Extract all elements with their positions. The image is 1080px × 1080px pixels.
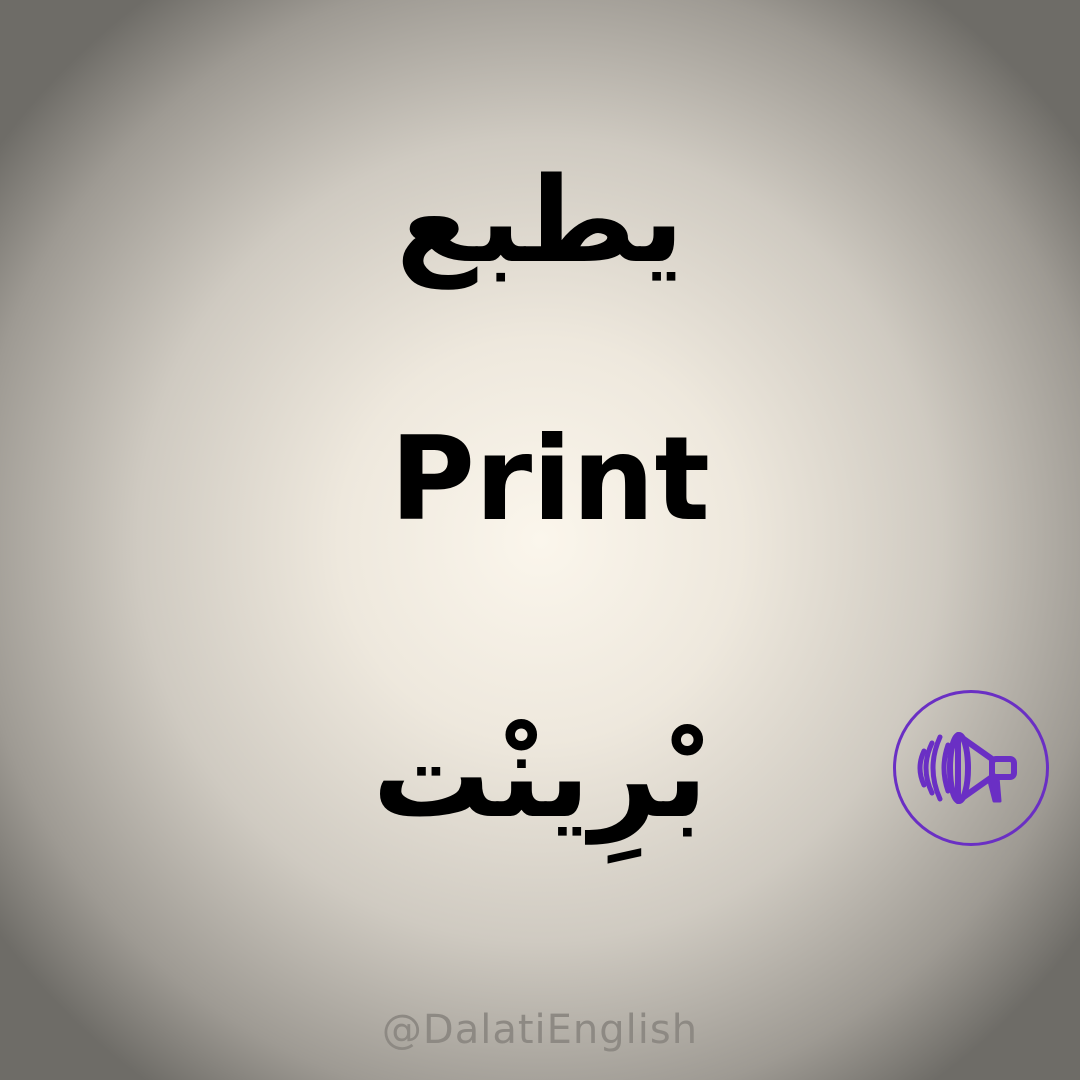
pronunciation-text: بْرِينْت	[372, 706, 708, 844]
megaphone-icon	[896, 693, 1046, 843]
arabic-word: يطبع	[395, 151, 685, 289]
play-pronunciation-button[interactable]	[893, 690, 1049, 846]
english-word: Print	[389, 412, 711, 547]
watermark: @DalatiEnglish	[381, 1007, 699, 1053]
